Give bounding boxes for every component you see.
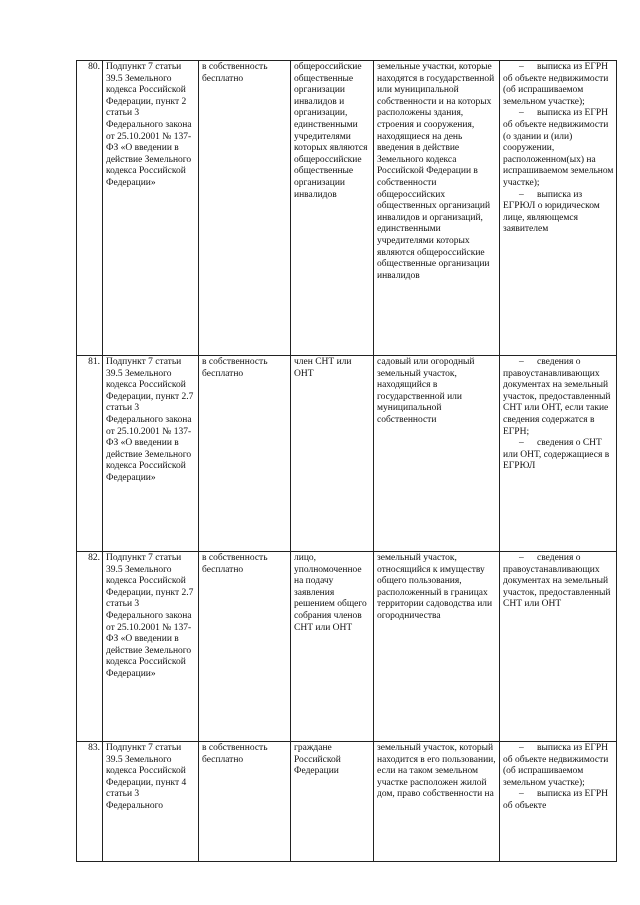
table-row bbox=[77, 552, 617, 742]
dash-bullet bbox=[503, 789, 519, 801]
document-item bbox=[503, 190, 614, 236]
row-number: 80. bbox=[77, 61, 103, 356]
document-item bbox=[503, 357, 614, 438]
document-item-text: сведения о СНТ или ОНТ, содержащиеся в ЕГРЮЛ bbox=[503, 438, 610, 472]
dash-bullet bbox=[503, 553, 519, 565]
land-plot-cell: земельный участок, относящийся к имуществу общего пользования, расположенный в границах территории садоводства или огородничества bbox=[374, 552, 500, 742]
table-row bbox=[77, 61, 617, 356]
applicant-cell: лицо, уполномоченное на подачу заявления решением общего собрания членов СНТ или ОНТ bbox=[291, 552, 374, 742]
row-number: 82. bbox=[77, 552, 103, 742]
dash-bullet bbox=[503, 190, 519, 202]
dash-bullet bbox=[503, 743, 519, 755]
provision-type-cell: в собственность бесплатно bbox=[199, 61, 291, 356]
table-row bbox=[77, 742, 617, 862]
legal-basis-cell: Подпункт 7 статьи 39.5 Земельного кодекса Российской Федерации, пункт 4 статьи 3 Федерального bbox=[103, 742, 199, 862]
document-item bbox=[503, 553, 614, 611]
provision-type-cell: в собственность бесплатно bbox=[199, 742, 291, 862]
legal-basis-cell: Подпункт 7 статьи 39.5 Земельного кодекса Российской Федерации, пункт 2.7 статьи 3 Федерального закона от 25.10.2001 № 137-ФЗ «О введении в действие Земельного кодекса Российской Федерации» bbox=[103, 356, 199, 552]
provision-type-cell: в собственность бесплатно bbox=[199, 552, 291, 742]
document-item-text: сведения о правоустанавливающих документах на земельный участок, предоставленный СНТ или ОНТ bbox=[503, 553, 611, 610]
land-plot-cell: садовый или огородный земельный участок, находящийся в государственной или муниципальной собственности bbox=[374, 356, 500, 552]
document-item-text: сведения о правоустанавливающих документах на земельный участок, предоставленный СНТ или ОНТ, если такие сведения содержатся в ЕГРН; bbox=[503, 357, 611, 437]
document-item bbox=[503, 108, 614, 189]
table-row bbox=[77, 356, 617, 552]
land-plot-cell: земельный участок, который находится в его пользовании, если на таком земельном участке расположен жилой дом, право собственности на bbox=[374, 742, 500, 862]
row-number: 81. bbox=[77, 356, 103, 552]
services-table bbox=[76, 60, 617, 862]
dash-bullet bbox=[503, 438, 519, 450]
document-item bbox=[503, 743, 614, 789]
dash-bullet bbox=[503, 357, 519, 369]
provision-type-cell: в собственность бесплатно bbox=[199, 356, 291, 552]
document-item bbox=[503, 438, 614, 473]
documents-cell bbox=[500, 742, 617, 862]
documents-cell bbox=[500, 552, 617, 742]
document-item-text: выписка из ЕГРН об объекте недвижимости (о здании и (или) сооружении, расположенном(ых) на испрашиваемом земельном участке); bbox=[503, 108, 614, 188]
legal-basis-cell: Подпункт 7 статьи 39.5 Земельного кодекса Российской Федерации, пункт 2.7 статьи 3 Федерального закона от 25.10.2001 № 137-ФЗ «О введении в действие Земельного кодекса Российской Федерации» bbox=[103, 552, 199, 742]
document-item-text: выписка из ЕГРН об объекте недвижимости (об испрашиваемом земельном участке); bbox=[503, 743, 609, 788]
row-number: 83. bbox=[77, 742, 103, 862]
land-plot-cell: земельные участки, которые находятся в государственной или муниципальной собственности и на которых расположены здания, строения и сооружения, находящиеся на день введения в действие Земельного кодекса Российской Федерации в собственности общероссийских общественных организаций инвалидов и организаций, единственными учредителями которых являются общероссийские общественные организации инвалидов bbox=[374, 61, 500, 356]
applicant-cell: общероссийские общественные организации инвалидов и организации, единственными учредителями которых являются общероссийские общественные организации инвалидов bbox=[291, 61, 374, 356]
documents-cell bbox=[500, 61, 617, 356]
document-item-text: выписка из ЕГРЮЛ о юридическом лице, являющемся заявителем bbox=[503, 189, 600, 235]
document-item bbox=[503, 62, 614, 108]
applicant-cell: граждане Российской Федерации bbox=[291, 742, 374, 862]
document-item bbox=[503, 789, 614, 812]
document-item-text: выписка из ЕГРН об объекте bbox=[503, 789, 608, 811]
dash-bullet bbox=[503, 108, 519, 120]
legal-basis-cell: Подпункт 7 статьи 39.5 Земельного кодекса Российской Федерации, пункт 2 статьи 3 Федерального закона от 25.10.2001 № 137-ФЗ «О введении в действие Земельного кодекса Российской Федерации» bbox=[103, 61, 199, 356]
dash-bullet bbox=[503, 62, 519, 74]
applicant-cell: член СНТ или ОНТ bbox=[291, 356, 374, 552]
document-item-text: выписка из ЕГРН об объекте недвижимости (об испрашиваемом земельном участке); bbox=[503, 62, 609, 107]
documents-cell bbox=[500, 356, 617, 552]
